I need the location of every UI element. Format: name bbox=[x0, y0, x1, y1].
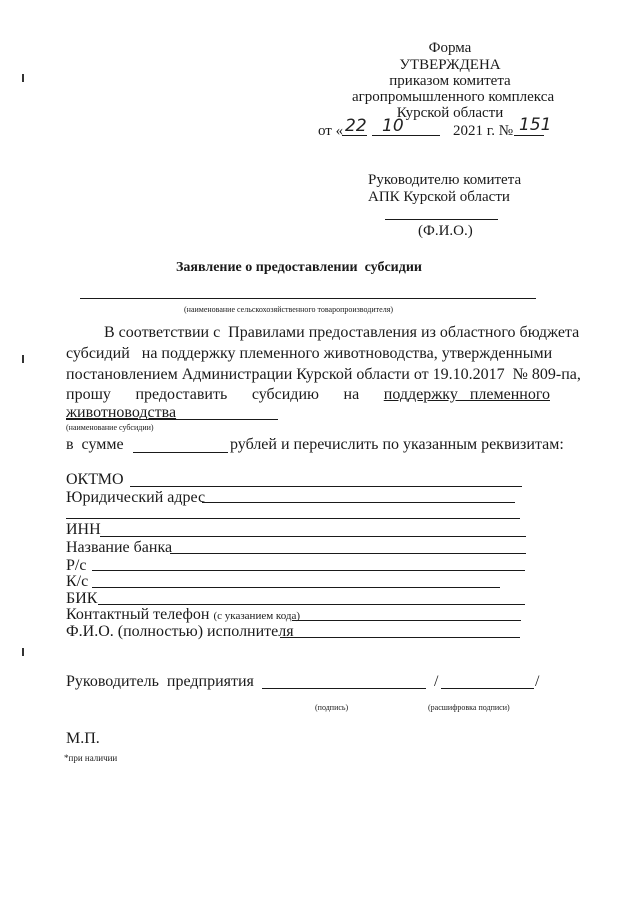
legal-address-line2 bbox=[66, 518, 520, 519]
legal-address-label: Юридический адрес bbox=[66, 489, 206, 506]
producer-caption: (наименование сельскохозяйственного товаропроизводителя) bbox=[184, 305, 394, 314]
order-line3: Курской области bbox=[396, 105, 504, 121]
phone-note: (с указанием кода) bbox=[213, 610, 301, 622]
sign-caption: (подпись) bbox=[315, 703, 349, 712]
form-label: Форма bbox=[428, 40, 472, 56]
bank-name-label: Название банка bbox=[66, 539, 173, 556]
executor-line bbox=[280, 637, 520, 638]
slash-1: / bbox=[434, 673, 439, 690]
document-title: Заявление о предоставлении субсидии bbox=[176, 260, 422, 275]
stamp-label: М.П. bbox=[66, 730, 100, 747]
corr-account-label: К/с bbox=[66, 573, 89, 590]
subsidy-name-line bbox=[66, 419, 278, 420]
order-date-prefix: от « bbox=[318, 123, 344, 139]
sum-line bbox=[133, 452, 228, 453]
subsidy-word: субсидию bbox=[251, 386, 319, 403]
phone-line bbox=[292, 620, 521, 621]
addressee-line1: Руководителю комитета bbox=[368, 172, 522, 188]
order-number-line bbox=[514, 135, 544, 136]
order-number: 151 bbox=[519, 115, 552, 135]
stamp-note: *при наличии bbox=[64, 753, 118, 763]
inn-label: ИНН bbox=[66, 521, 101, 538]
fio-line bbox=[385, 219, 498, 220]
account-line bbox=[92, 570, 525, 571]
approved-label: УТВЕРЖДЕНА bbox=[399, 57, 501, 73]
bik-label: БИК bbox=[66, 590, 98, 607]
order-date-year: 2021 г. № bbox=[453, 123, 514, 139]
inn-line bbox=[100, 536, 526, 537]
head-label: Руководитель предприятия bbox=[66, 673, 254, 690]
signature-line bbox=[262, 688, 426, 689]
subsidy-name-part2: животноводства bbox=[66, 404, 177, 421]
body-line2: субсидий на поддержку племенного животноводства, утвержденными bbox=[66, 345, 553, 362]
body-line4 bbox=[66, 386, 550, 404]
scan-mark bbox=[22, 74, 24, 82]
body-line1: В соответствии с Правилами предоставления из областного бюджета bbox=[104, 324, 580, 341]
decode-caption: (расшифровка подписи) bbox=[428, 703, 510, 712]
scan-mark bbox=[22, 648, 24, 656]
body-line3: постановлением Администрации Курской области от 19.10.2017 № 809-па, bbox=[66, 366, 581, 383]
account-label: Р/с bbox=[66, 557, 87, 574]
order-date-day: 22 bbox=[345, 116, 367, 136]
order-line2: агропромышленного комплекса bbox=[352, 89, 555, 105]
oktmo-label: ОКТМО bbox=[66, 471, 124, 488]
subsidy-caption: (наименование субсидии) bbox=[66, 423, 154, 432]
provide-word: предоставить bbox=[135, 386, 228, 403]
request-word: прошу bbox=[66, 386, 111, 403]
sum-prefix: в сумме bbox=[66, 436, 124, 453]
producer-line bbox=[80, 298, 536, 299]
bik-line bbox=[98, 604, 525, 605]
addressee-line2: АПК Курской области bbox=[368, 189, 510, 205]
order-line1: приказом комитета bbox=[389, 73, 511, 89]
sum-suffix: рублей и перечислить по указанным реквизитам: bbox=[230, 436, 564, 453]
scan-mark bbox=[22, 355, 24, 363]
date-day-line bbox=[342, 135, 367, 136]
phone-text: Контактный телефон bbox=[66, 606, 210, 623]
oktmo-line bbox=[130, 486, 522, 487]
bank-name-line bbox=[170, 553, 526, 554]
subsidy-name-part1: поддержку племенного bbox=[383, 386, 550, 403]
fio-caption: (Ф.И.О.) bbox=[418, 223, 473, 239]
for-word: на bbox=[343, 386, 360, 403]
date-month-line bbox=[372, 135, 440, 136]
decode-line bbox=[441, 688, 534, 689]
executor-label: Ф.И.О. (полностью) исполнителя bbox=[66, 623, 294, 640]
legal-address-line bbox=[202, 502, 515, 503]
order-date-month: 10 bbox=[382, 116, 404, 136]
corr-account-line bbox=[92, 587, 500, 588]
slash-2: / bbox=[535, 673, 540, 690]
